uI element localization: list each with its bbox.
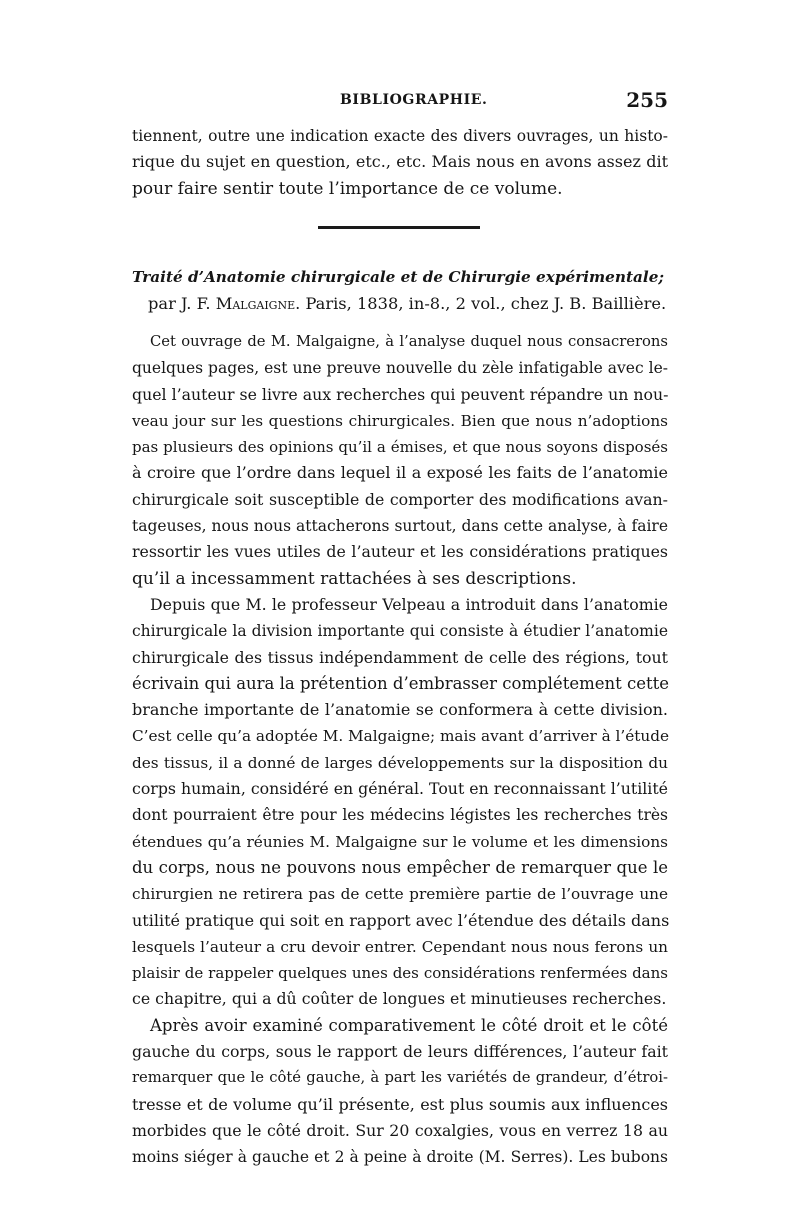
text-line: gauche du corps, sous le rapport de leurs différences, l’auteur fait: [132, 1042, 668, 1062]
page-number: 255: [626, 88, 668, 112]
intro-paragraph: [132, 123, 668, 202]
text-line: tresse et de volume qu’il présente, est plus soumis aux influences: [132, 1094, 668, 1114]
text-line: quel l’auteur se livre aux recherches qui peuvent répandre un nou-: [132, 384, 669, 404]
text-line: étendues qu’a réunies M. Malgaigne sur le volume et les dimensions: [132, 832, 668, 851]
review-citation: [148, 291, 668, 317]
text-line: morbides que le côté droit. Sur 20 coxalgies, vous en verrez 18 au: [132, 1120, 668, 1140]
text-line: pas plusieurs des opinions qu’il a émises, et que nous soyons disposés: [132, 438, 668, 457]
text-line: chirurgicale des tissus indépendamment de celle des régions, tout: [132, 647, 668, 667]
text-line: Cet ouvrage de M. Malgaigne, à l’analyse duquel nous consacrerons: [150, 333, 668, 350]
text-line: tiennent, outre une indication exacte des divers ouvrages, un histo-: [132, 127, 668, 145]
text-line: quelques pages, est une preuve nouvelle du zèle infatigable avec le-: [132, 359, 668, 378]
section-divider: [318, 226, 480, 229]
review-title: Traité d’Anatomie chirurgicale et de Chirurgie expérimentale;: [132, 268, 665, 286]
text-line: chirurgien ne retirera pas de cette première partie de l’ouvrage une: [132, 885, 668, 904]
text-line: lesquels l’auteur a cru devoir entrer. Cependant nous nous ferons un: [132, 937, 668, 956]
review-heading: [132, 263, 668, 317]
text-line: à croire que l’ordre dans lequel il a exposé les faits de l’anatomie: [132, 463, 668, 483]
review-body: [132, 329, 668, 1171]
citation-rest: . Paris, 1838, in-8., 2 vol., chez J. B. Baillière.: [295, 294, 667, 313]
text-line: rique du sujet en question, etc., etc. Mais nous en avons assez dit: [132, 152, 668, 172]
text-line: dont pourraient être pour les médecins légistes les recherches très: [132, 806, 668, 825]
text-line: chirurgicale soit susceptible de comporter des modifications avan-: [132, 489, 668, 509]
text-line: qu’il a incessamment rattachées à ses descriptions.: [132, 568, 577, 589]
text-line: Après avoir examiné comparativement le côté droit et le côté: [150, 1015, 668, 1035]
running-head: [132, 88, 668, 116]
text-line: ressortir les vues utiles de l’auteur et les considérations pratiques: [132, 542, 668, 562]
text-line: remarquer que le côté gauche, à part les variétés de grandeur, d’étroi-: [132, 1069, 668, 1087]
citation-prefix: par J. F.: [148, 294, 211, 313]
text-line: moins siéger à gauche et 2 à peine à droite (M. Serres). Les bubons: [132, 1148, 668, 1167]
citation-author: Malgaigne: [215, 294, 296, 313]
running-title: BIBLIOGRAPHIE.: [340, 92, 488, 108]
text-line: plaisir de rappeler quelques unes des considérations renfermées dans: [132, 964, 668, 983]
text-line: corps humain, considéré en général. Tout en reconnaissant l’utilité: [132, 779, 668, 799]
text-line: pour faire sentir toute l’importance de ce volume.: [132, 178, 563, 199]
text-line: chirurgicale la division importante qui consiste à étudier l’anatomie: [132, 622, 668, 641]
text-line: utilité pratique qui soit en rapport avec l’étendue des détails dans: [132, 910, 670, 930]
text-line: C’est celle qu’a adoptée M. Malgaigne; mais avant d’arriver à l’étude: [132, 727, 670, 746]
text-line: veau jour sur les questions chirurgicales. Bien que nous n’adoptions: [132, 411, 668, 430]
text-line: écrivain qui aura la prétention d’embrasser complétement cette: [132, 673, 670, 693]
text-line: Depuis que M. le professeur Velpeau a introduit dans l’anatomie: [150, 594, 668, 614]
text-line: du corps, nous ne pouvons nous empêcher de remarquer que le: [132, 857, 668, 877]
text-line: tageuses, nous nous attacherons surtout, dans cette analyse, à faire: [132, 517, 668, 536]
text-line: ce chapitre, qui a dû coûter de longues et minutieuses recherches.: [132, 989, 667, 1009]
text-line: des tissus, il a donné de larges développements sur la disposition du: [132, 753, 668, 772]
text-line: branche importante de l’anatomie se conformera à cette division.: [132, 700, 668, 720]
